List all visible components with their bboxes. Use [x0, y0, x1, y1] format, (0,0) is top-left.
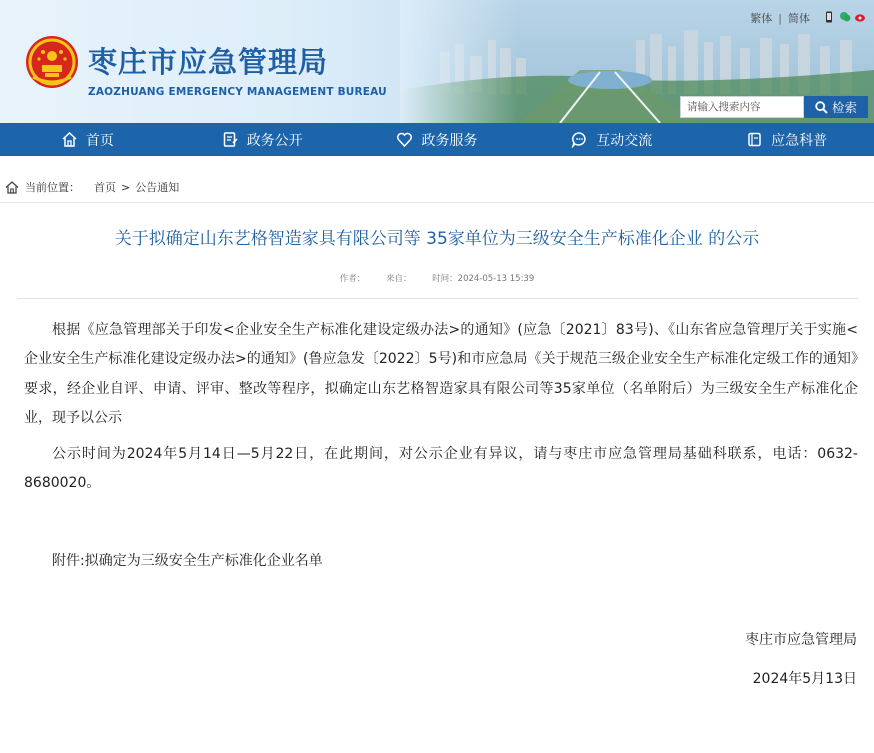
site-title-english: ZAOZHUANG EMERGENCY MANAGEMENT BUREAU — [88, 86, 387, 98]
breadcrumb-current[interactable]: 公告通知 — [135, 181, 180, 194]
nav-item-emergency-science[interactable] — [699, 123, 874, 156]
nav-item-government-services[interactable] — [350, 123, 525, 156]
search-button-label: 检索 — [831, 100, 857, 115]
article-meta — [0, 272, 874, 284]
article-body — [24, 316, 858, 499]
link-separator: | — [778, 12, 782, 25]
site-header — [0, 0, 874, 123]
breadcrumb-separator: > — [121, 180, 131, 194]
weibo-icon[interactable] — [854, 8, 864, 20]
wechat-icon[interactable] — [839, 8, 849, 20]
article-source: 来自： — [385, 274, 412, 284]
site-title: 枣庄市应急管理局 — [88, 45, 329, 79]
article-author: 作者： — [339, 274, 366, 284]
main-nav — [0, 123, 874, 156]
attachment-link[interactable]: 附件:拟确定为三级安全生产标准化企业名单 — [52, 553, 323, 569]
nav-label: 互动交流 — [596, 132, 653, 149]
simplified-chinese-link[interactable]: 简体 — [788, 12, 810, 25]
divider — [0, 202, 874, 203]
search-bar — [680, 96, 868, 118]
breadcrumb-prefix: 当前位置： — [25, 181, 80, 194]
nav-label: 首页 — [85, 132, 114, 149]
nav-label: 应急科普 — [771, 132, 828, 149]
book-icon — [746, 131, 763, 148]
nav-item-government-affairs[interactable] — [175, 123, 350, 156]
article-paragraph: 公示时间为2024年5月14日—5月22日，在此期间，对公示企业有异议，请与枣庄市应急管理局基础科联系，电话：0632-8680020。 — [24, 446, 858, 492]
language-links — [750, 10, 810, 26]
search-icon — [815, 101, 828, 114]
national-emblem-logo — [25, 35, 79, 89]
article-title: 关于拟确定山东艺格智造家具有限公司等 35家单位为三级安全生产标准化企业 的公示 — [114, 229, 760, 249]
traditional-chinese-link[interactable]: 繁体 — [750, 12, 773, 25]
nav-item-home[interactable] — [0, 123, 175, 156]
divider — [17, 298, 858, 299]
signature-organization: 枣庄市应急管理局 — [745, 632, 857, 648]
nav-label: 政务服务 — [421, 132, 478, 149]
mobile-icon[interactable] — [824, 8, 834, 20]
signature-date: 2024年5月13日 — [752, 671, 857, 687]
article-time: 时间：2024-05-13 15:39 — [432, 274, 535, 284]
chat-icon — [571, 131, 588, 148]
breadcrumb — [5, 179, 179, 195]
search-button[interactable] — [804, 96, 868, 118]
home-icon — [61, 131, 78, 148]
article-paragraph: 根据《应急管理部关于印发<企业安全生产标准化建设定级办法>的通知》(应急〔2021〕83号)、《山东省应急管理厅关于实施<企业安全生产标准化建设定级办法>的通知》(鲁应急发〔2022〕5号)和市应急局《关于规范三级企业安全生产标准化定级工作的通知》要求，经企业自评、申请、评审、整改等程序，拟确定山东艺格智造家具有限公司等35家单位（名单附后）为三级安全生产标准化企业，现予以公示 — [24, 322, 858, 426]
nav-label: 政务公开 — [246, 132, 303, 149]
document-edit-icon — [222, 131, 239, 148]
home-icon — [5, 181, 19, 194]
nav-item-interaction[interactable] — [524, 123, 699, 156]
top-icons — [824, 8, 864, 20]
search-input[interactable] — [680, 96, 804, 118]
heart-icon — [396, 131, 413, 148]
breadcrumb-home-link[interactable]: 首页 — [94, 181, 116, 194]
